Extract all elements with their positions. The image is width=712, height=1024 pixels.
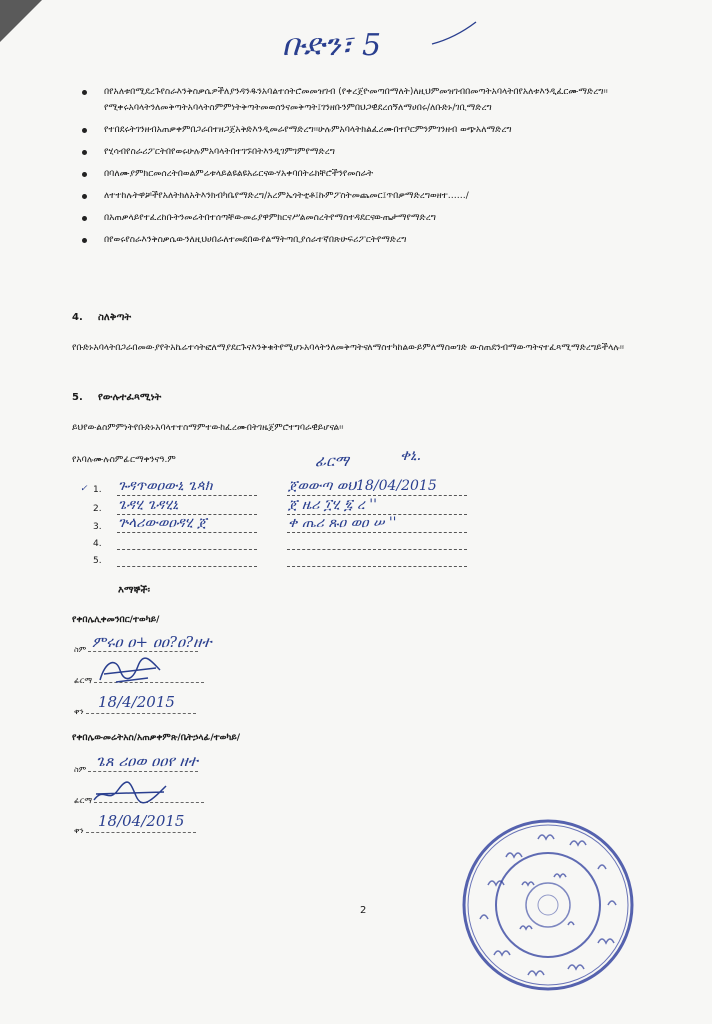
signatories-title: የአባሉሙሉስምፊርማቀንናዓ.ም — [72, 455, 176, 465]
name-line — [117, 566, 257, 567]
signatory-row: 5. — [80, 554, 520, 570]
signatory-row: 2. ጌዳሂ ጌዳሂኒ ጀ ዜሪ ፲ሂ ፯ ረ '' — [80, 502, 520, 518]
official-stamp — [458, 815, 638, 995]
bullet-icon — [82, 216, 87, 221]
handwritten-signature — [90, 778, 170, 808]
handwritten-name: ጌዳሂ ጌዳሂኒ — [118, 497, 179, 513]
list-item: ለተተከሉትዋቻችየአለትክለአትእንክብካቤየማድረግ/አረምኤጎትቲቶ፤ኩምፖስትመጨመር፤ጥበቃማድረግወዘተ……/ — [82, 188, 657, 204]
handwritten-signature-date: ጀወውጣ ወህ18/04/2015 — [288, 478, 437, 494]
witness-1-signature-field: ፊርማ — [74, 676, 204, 686]
handwritten-name: ጌጸ ሪዐወ ዐዐየ ዘተ — [96, 752, 198, 770]
page-number: 2 — [360, 905, 367, 916]
witness-1-name-field: ስም — [74, 645, 198, 655]
list-item: በባለሙያምክርመሰረትበወልምሬቱላይልዩልዩአሬርናውሃአቀባበትሬክቸሮችንየመስራት — [82, 166, 657, 182]
handwritten-signature-date: ጀ ዜሪ ፲ሂ ፯ ረ '' — [288, 497, 377, 513]
name-line — [117, 549, 257, 550]
handwritten-name: ምሩዐ ዐ+ ዐዐ?ዐ?ዘተ — [92, 633, 212, 651]
handwritten-stroke — [430, 18, 480, 48]
handwritten-name: ጕላሪውወዐዳሂ ጀ — [118, 515, 207, 531]
witness-2-signature-field: ፊርማ — [74, 796, 204, 806]
section-5-heading: 5. የውሉተፈጻሚነት — [72, 392, 162, 403]
signatory-row: 3. ጕላሪውወዐዳሂ ጀ ቀ ጤሪ ጹዐ ወዐ ሠ '' — [80, 520, 520, 536]
list-item: የተበደሩትገንዘብአጠቃቀምበጋራበተዘጋጀአቅድእንዲመራየማድረግ፡፡ሁሉምአባላትክልፈረሙበተቦርምንምገንዘብ ወጭአለማድረግ — [82, 122, 657, 138]
section-4-heading: 4. ስለቅጣት — [72, 312, 132, 323]
handwritten-signature-date: ቀ ጤሪ ጹዐ ወዐ ሠ '' — [288, 515, 397, 531]
bullet-icon — [82, 128, 87, 133]
signature-date-line — [287, 549, 467, 550]
section-4-body: የቡድኑአባላትበጋራበመውያየትአኬሬተሳትፎለማያደርጉናእንቅቁትየሚሆኑአባላትንለመቅጣትናለማስተካከልውይምለማስወገድ ውስጠደንብማውጣትናተፈጻሚማድረግይችላሉ፡፡ — [72, 343, 624, 353]
bullet-icon — [82, 238, 87, 243]
handwritten-name: ጉዳጥወዐውኒ ጌጳክ — [118, 478, 213, 494]
handwritten-signature-header: ፊርማ — [315, 452, 349, 470]
name-line — [117, 532, 257, 533]
witness-2-name-field: ስም — [74, 765, 198, 775]
folded-corner — [0, 0, 42, 42]
bullet-icon — [82, 90, 87, 95]
witness-2-date-field: ቀን — [74, 826, 196, 836]
checkmark-icon: ✓ — [80, 484, 88, 494]
handwritten-date-header: ቀኒ. — [400, 446, 422, 464]
list-item: በአጠቃላይየተፈረከቡትንመሬትበተሰጣቸውመሬያዋምክርናሥልመስረትየማስተዳደርናውጤታማየማድረግ — [82, 210, 657, 226]
section-5-body: ይህየውልስምምነትየቡድኑአባላተተስማምተውከፈረሙበትገዜጀምሮተግባራዊይሆናል፡፡ — [72, 423, 344, 433]
witnesses-title: እማኞች፡ — [118, 585, 150, 596]
stamp-inner-text — [0, 0, 1, 1]
list-item: በየአለቱበሚደረጉየስራእንቅስቃሴዎችለያንዳንዱንአባልተሰትሮመመዝገብ (የቀረጀዮመጣበማለት)ለዚህምመዝገብበመጣትአባላትበየአለቱእንዲፈርሙማድረግ፡፡የሚቀሩአባላትንለመቅጣትአባላትስምምነትቅጣትመወሰንናመቅጣት፤ገንዘቡንምበህጋዊደረሰኝለማሀበሩ/ለቡድኑ/ገቢማድረግ — [82, 84, 657, 116]
handwritten-date: 18/4/2015 — [98, 693, 175, 711]
witness-1-role: የቀበሌሊቀመንበር/ተወካይ/ — [72, 615, 160, 625]
handwritten-signature — [96, 656, 166, 688]
signatory-row: ✓ 1. ጉዳጥወዐውኒ ጌጳክ ጀወውጣ ወህ18/04/2015 — [80, 483, 520, 499]
name-line — [117, 495, 257, 496]
bullet-icon — [82, 172, 87, 177]
list-item: በየወሩየስራእንቅስቃሴውንለዚህሀበራለተመደበውየልማትጣቢያሰራተኛበጽሁፍሪፖርትየማድረግ — [82, 232, 657, 248]
list-item: የሂሳብየስራሪፖርትበየወሩሁሉምአባላትበተገኙበትእንዲገምገምየማድረግ — [82, 144, 657, 160]
responsibilities-list — [82, 84, 657, 254]
witness-2-role: የቀበሌውመሬትአስ/አጠቃቀምጽ/ቤትኃላፊ/ተወካይ/ — [72, 733, 241, 743]
signatory-row: 4. — [80, 537, 520, 553]
signature-date-line — [287, 495, 467, 496]
signature-date-line — [287, 566, 467, 567]
handwritten-date: 18/04/2015 — [98, 812, 185, 830]
handwritten-page-mark: ቡድን፣ 5 — [282, 28, 382, 63]
bullet-icon — [82, 194, 87, 199]
signature-date-line — [287, 532, 467, 533]
bullet-icon — [82, 150, 87, 155]
witness-1-date-field: ቀን — [74, 707, 196, 717]
